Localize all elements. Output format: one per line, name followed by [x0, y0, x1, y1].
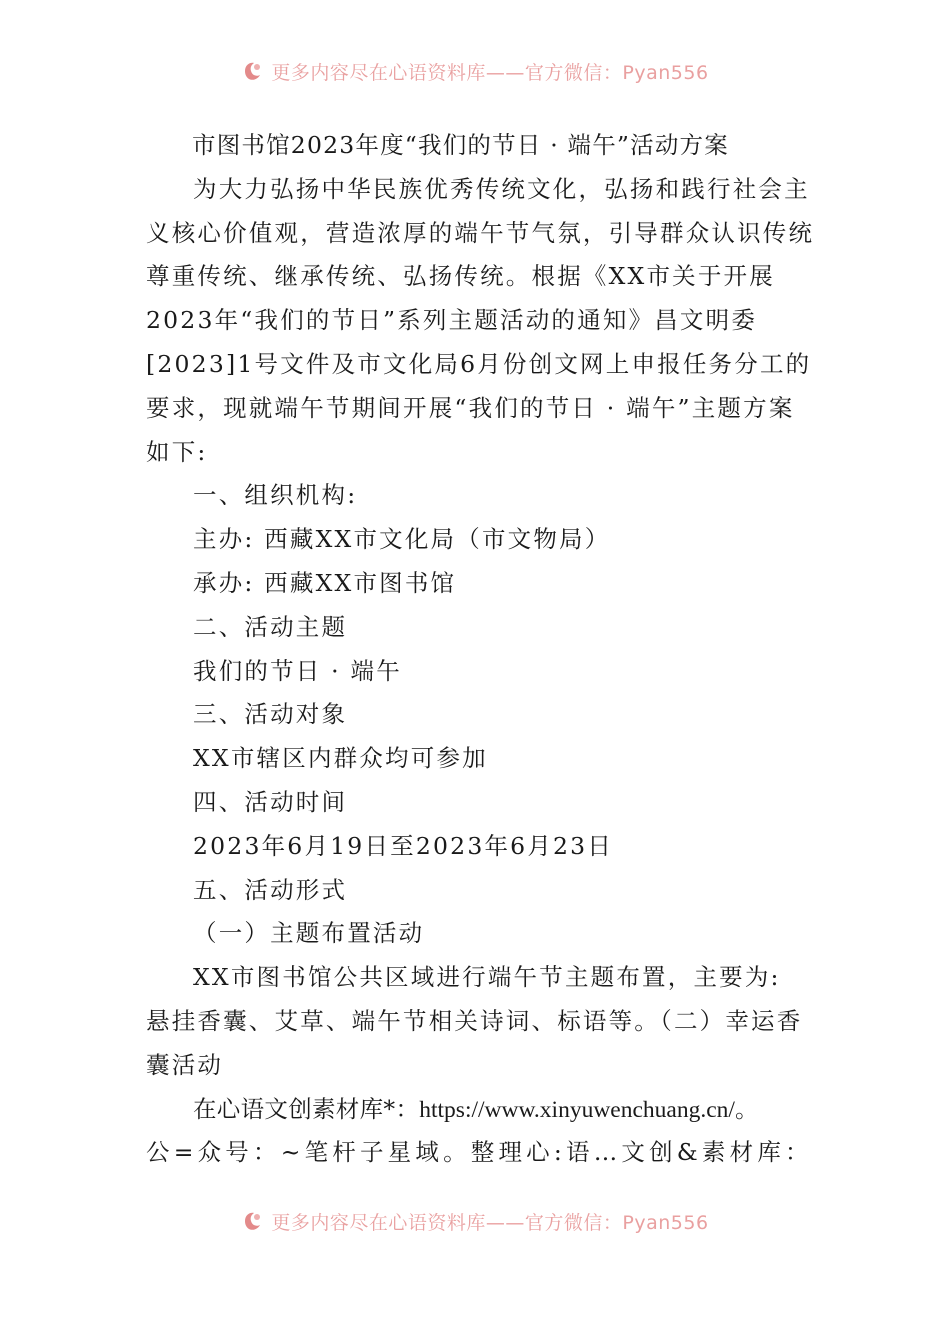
footer-source-prefix: 在心语文创素材库*：: [193, 1094, 420, 1123]
host-line: 主办: 西藏XX市文化局（市文物局）: [193, 525, 611, 554]
footer-source-url[interactable]: https://www.xinyuwenchuang.cn/: [419, 1096, 735, 1123]
footer-source-line: [146, 1088, 808, 1132]
audience-line: XX市辖区内群众均可参加: [193, 744, 488, 773]
organizer-line: 承办: 西藏XX市图书馆: [193, 568, 457, 597]
decoration-line-3: 囊活动: [146, 1050, 224, 1079]
watermark-header: [0, 56, 950, 86]
document-title: 市图书馆2023年度“我们的节日 · 端午”活动方案: [192, 131, 729, 159]
section-heading-theme: 二、活动主题: [193, 612, 348, 641]
section-heading-audience: 三、活动对象: [193, 700, 348, 729]
intro-line-3: 尊重传统、继承传统、弘扬传统。根据《XX市关于开展: [146, 262, 775, 291]
intro-line-1: 为大力弘扬中华民族优秀传统文化，弘扬和践行社会主: [193, 174, 810, 203]
intro-line-5: [2023]1号文件及市文化局6月份创文网上申报任务分工的: [146, 349, 812, 378]
document-body: [146, 124, 815, 1175]
intro-line-6: 要求，现就端午节期间开展“我们的节日 · 端午”主题方案: [146, 393, 795, 422]
watermark-footer: [0, 1206, 950, 1236]
intro-line-4: 2023年“我们的节日”系列主题活动的通知》昌文明委: [146, 306, 758, 335]
decoration-line-2: 悬挂香囊、艾草、端午节相关诗词、标语等。（二）幸运香: [146, 1006, 803, 1035]
section-heading-organization: 一、组织机构:: [193, 481, 358, 510]
section-heading-time: 四、活动时间: [193, 787, 348, 816]
decoration-line-1: XX市图书馆公共区域进行端午节主题布置，主要为:: [193, 963, 781, 992]
brand-logo-icon: [241, 59, 265, 83]
intro-line-2: 义核心价值观，营造浓厚的端午节气氛，引导群众认识传统: [146, 218, 815, 247]
watermark-text: 更多内容尽在心语资料库——官方微信：Pyan556: [271, 1211, 709, 1234]
brand-logo-icon: [241, 1209, 265, 1233]
theme-line: 我们的节日 · 端午: [193, 656, 402, 685]
time-line: 2023年6月19日至2023年6月23日: [193, 831, 614, 860]
section-heading-format: 五、活动形式: [193, 875, 348, 904]
watermark-text: 更多内容尽在心语资料库——官方微信：Pyan556: [271, 61, 709, 84]
footer-account-line: 公=众号：~笔杆子星域。整理心:语…文创&素材库：: [146, 1138, 813, 1167]
footer-source-suffix: 。: [734, 1094, 759, 1123]
intro-line-7: 如下:: [146, 437, 208, 466]
sub-heading-decoration: （一）主题布置活动: [193, 919, 425, 948]
